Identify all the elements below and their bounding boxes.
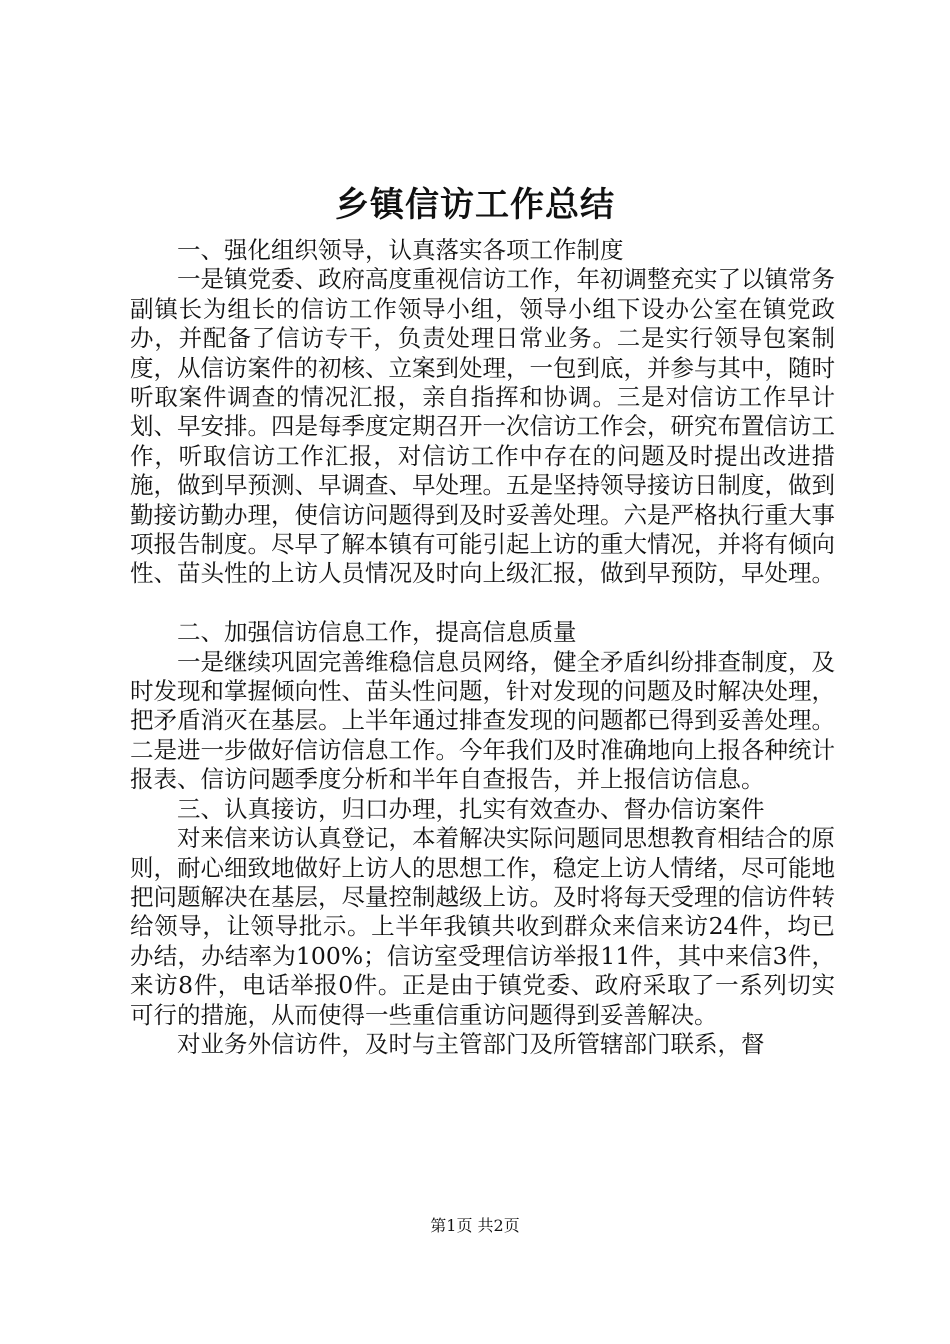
section-paragraph-1: 一是镇党委、政府高度重视信访工作，年初调整充实了以镇常务副镇长为组长的信访工作领导小组，领导小组下设办公室在镇党政办，并配备了信访专干，负责处理日常业务。二是实行领导包案制度，从信访案件的初核、立案到处理，一包到底，并参与其中，随时听取案件调查的情况汇报，亲自指挥和协调。三是对信访工作早计划、早安排。四是每季度定期召开一次信访工作会，研究布置信访工作，听取信访工作汇报，对信访工作中存在的问题及时提出改进措施，做到早预测、早调查、早处理。五是坚持领导接访日制度，做到勤接访勤办理，使信访问题得到及时妥善处理。六是严格执行重大事项报告制度。尽早了解本镇有可能引起上访的重大情况，并将有倾向性、苗头性的上访人员情况及时向上级汇报，做到早预防，早处理。 [130,265,835,588]
section-heading-2: 二、加强信访信息工作，提高信息质量 [177,618,577,647]
page-number-footer: 第1页 共2页 [430,1216,520,1235]
section-paragraph-4: 对业务外信访件，及时与主管部门及所管辖部门联系，督 [177,1029,765,1058]
document-body [130,236,835,1059]
section-heading-1: 一、强化组织领导，认真落实各项工作制度 [177,236,624,264]
page-title: 乡镇信访工作总结 [335,185,615,225]
section-paragraph-3: 对来信来访认真登记，本着解决实际问题同思想教育相结合的原则，耐心细致地做好上访人的思想工作，稳定上访人情绪，尽可能地把问题解决在基层，尽量控制越级上访。及时将每天受理的信访件转给领导，让领导批示。上半年我镇共收到群众来信来访24件，均已办结，办结率为100%；信访室受理信访举报11件，其中来信3件，来访8件，电话举报0件。正是由于镇党委、政府采取了一系列切实可行的措施，从而使得一些重信重访问题得到妥善解决。 [130,824,835,1029]
section-paragraph-2: 一是继续巩固完善维稳信息员网络，健全矛盾纠纷排查制度，及时发现和掌握倾向性、苗头性问题，针对发现的问题及时解决处理，把矛盾消灭在基层。上半年通过排查发现的问题都已得到妥善处理。二是进一步做好信访信息工作。今年我们及时准确地向上报各种统计报表、信访问题季度分析和半年自查报告，并上报信访信息。 [130,647,835,794]
section-heading-3: 三、认真接访，归口办理，扎实有效查办、督办信访案件 [177,794,765,823]
